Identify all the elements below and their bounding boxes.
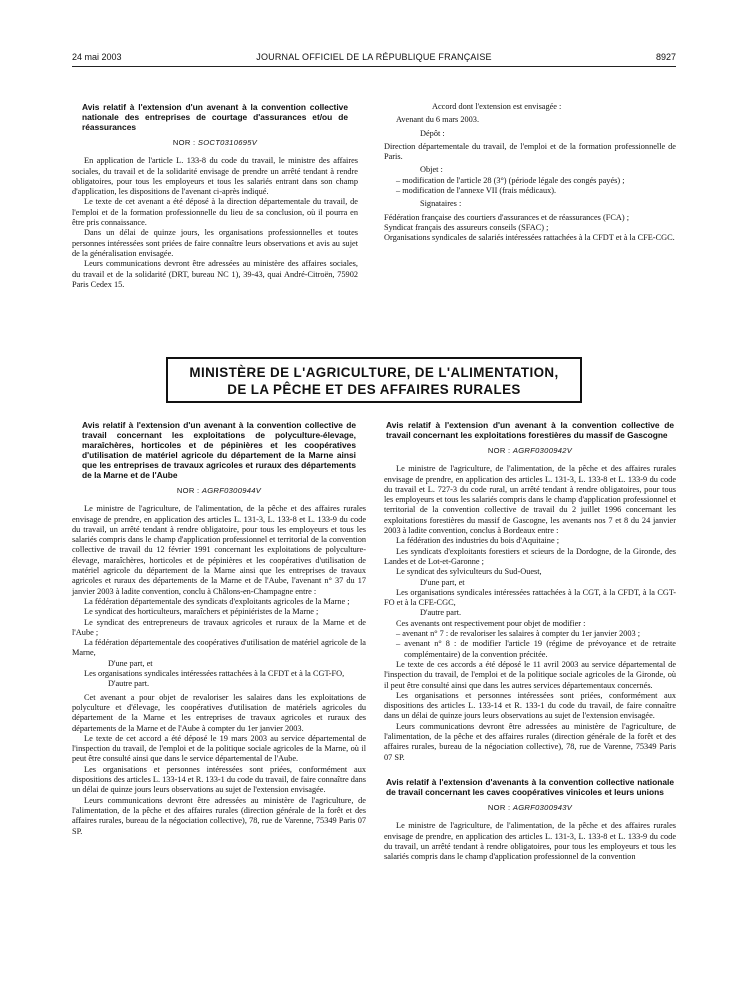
signataire-item: Syndicat français des assureurs conseils (SFAC) ; xyxy=(384,222,549,232)
nor-reference xyxy=(72,138,358,148)
header-page-number: 8927 xyxy=(655,52,676,62)
paragraph: Le texte de cet avenant a été déposé à la direction départementale du travail, de l'emploi et de la formation professionnelle du lieu de sa conclusion, où il pourra en être pris connaissance. xyxy=(72,197,358,228)
article-title: Avis relatif à l'extension d'avenants à la convention collective nationale de travail concernant les caves coopératives vinicoles et leurs unions xyxy=(386,776,674,797)
bottom-right-column xyxy=(384,420,676,862)
paragraph: Les organisations et personnes intéressées sont priées, conformément aux dispositions des articles L. 133-14 et R. 133-1 du code du travail, de faire connaître dans un délai de quinze jours leurs observations au sujet de l'extension envisagée. xyxy=(384,690,676,721)
nor-code: AGRF0300943V xyxy=(512,802,573,812)
party: La fédération des industries du bois d'Aquitaine ; xyxy=(396,536,560,546)
top-right-column xyxy=(384,102,676,244)
header-date: 24 mai 2003 xyxy=(72,52,122,62)
article-title: Avis relatif à l'extension d'un avenant à la convention collective de travail concernant les exploitations forestières du massif de Gascogne xyxy=(386,420,674,440)
paragraph: Le texte de cet accord a été déposé le 19 mars 2003 au service départemental de l'inspection du travail, de l'emploi et de la politique sociale agricoles de la Marne, où il peut être consulté ainsi que dans le service départemental de l'Aube. xyxy=(72,733,366,764)
article-title: Avis relatif à l'extension d'un avenant à la convention collective de travail concernant les exploitations de polyculture-élevage, maraîchères, horticoles et de pépinières et les coopératives d'utilisation de matériel agricole du département de la Marne ainsi que les entreprises de travaux agricoles et ruraux des départements de la Marne et de l'Aube xyxy=(82,420,356,480)
objet-line: Ces avenants ont respectivement pour objet de modifier : xyxy=(396,618,586,628)
nor-label: NOR : xyxy=(176,486,202,495)
party: Les organisations syndicales intéressées rattachées à la CGT, à la CFDT, à la CGT-FO et à la CFE-CGC, xyxy=(384,587,676,608)
paragraph: Leurs communications devront être adressées au ministère de l'agriculture, de l'alimentation, de la pêche et des affaires rurales (direction générale de la forêt et des affaires rurales, bureau de la négociation collective), 78, rue de Varenne, 75349 Paris 07 SP. xyxy=(72,795,366,836)
party: Le syndicat des horticulteurs, maraîchers et pépiniéristes de la Marne ; xyxy=(84,607,319,617)
paragraph: Le ministre de l'agriculture, de l'alimentation, de la pêche et des affaires rurales envisage de prendre, en application des articles L. 131-3, L. 133-8 et L. 133-9 du code du travail et L. 727-3 du code rural, un arrêté tendant à rendre obligatoires, pour tous les employeurs et tous les salariés compris dans le champ d'application professionnel et territorial de la convention collective de travail du 2 juillet 1996 concernant les exploitations forestières du massif de Gascogne, les avenants nos 7 et 8 du 24 janvier 2003 à ladite convention, conclus à Bordeaux entre : xyxy=(384,464,676,536)
bottom-left-column xyxy=(72,420,366,837)
depot-label: Dépôt : xyxy=(420,128,445,138)
avenant-item: – avenant n° 7 : de revaloriser les salaires à compter du 1er janvier 2003 ; xyxy=(396,629,641,639)
paragraph: Le ministre de l'agriculture, de l'alimentation, de la pêche et des affaires rurales envisage de prendre, en application des articles L. 131-3, L. 133-8 et L. 133-9 du code du travail, un arrêté tendant à rendre obligatoires, pour tous les employeurs et tous les salariés compris dans le champ d'application professionnel de la convention xyxy=(384,821,676,862)
dune-line: D'une part, et xyxy=(420,577,465,587)
nor-reference xyxy=(384,803,676,813)
nor-code: SOCT0310695V xyxy=(197,138,258,147)
objet-item: – modification de l'article 28 (3°) (période légale des congés payés) ; xyxy=(396,175,625,185)
signataire-item: Organisations syndicales de salariés intéressées rattachées à la CFDT et à la CFE-CGC. xyxy=(384,233,675,243)
objet-item: – modification de l'annexe VII (frais médicaux). xyxy=(396,186,557,196)
dautre-line: D'autre part. xyxy=(420,608,462,618)
ministry-line: MINISTÈRE DE L'AGRICULTURE, DE L'ALIMENTATION, xyxy=(189,365,559,380)
avenant-line: Avenant du 6 mars 2003. xyxy=(396,115,480,125)
party: Le syndicat des sylviculteurs du Sud-Ouest, xyxy=(396,567,542,577)
avenant-item: – avenant n° 8 : de modifier l'article 19 (régime de prévoyance et de retraite complémentaire) de la convention précitée. xyxy=(396,639,676,659)
ministry-line: DE LA PÊCHE ET DES AFFAIRES RURALES xyxy=(227,382,521,397)
nor-label: NOR : xyxy=(487,802,513,812)
paragraph: Les organisations et personnes intéressées sont priées, conformément aux dispositions des articles L. 133-14 et R. 133-1 du code du travail, de faire connaître dans un délai de quinze jours leurs observations au sujet de l'extension envisagée. xyxy=(72,764,367,795)
nor-code: AGRF0300942V xyxy=(512,446,573,455)
party: Les organisations syndicales intéressées rattachées à la CFDT et à la CGT-FO, xyxy=(84,669,345,679)
paragraph: En application de l'article L. 133-8 du code du travail, le ministre des affaires sociales, du travail et de la solidarité envisage de prendre un arrêté tendant à rendre obligatoires, pour tous les employeurs et tous les salariés entrant dans son champ d'application, les dispositions de l'avenant ci-après indiqué. xyxy=(72,156,358,197)
accord-line: Accord dont l'extension est envisagée : xyxy=(432,102,562,111)
paragraph: Le texte de ces accords a été déposé le 11 avril 2003 au service départemental de l'inspection du travail, de l'emploi et de la politique sociale agricoles de la Gironde, où il peut être consulté ainsi que dans les autres services départementaux concernés. xyxy=(384,659,676,690)
header-journal-title: JOURNAL OFFICIEL DE LA RÉPUBLIQUE FRANÇAISE xyxy=(256,52,492,62)
dune-line: D'une part, et xyxy=(108,658,153,668)
header-rule xyxy=(72,66,676,67)
depot-text: Direction départementale du travail, de l'emploi et de la formation professionnelle de Paris. xyxy=(384,141,676,162)
objet-label: Objet : xyxy=(420,165,443,175)
paragraph: Le ministre de l'agriculture, de l'alimentation, de la pêche et des affaires rurales envisage de prendre, en application des articles L. 131-3, L. 133-8 et L. 133-9 du code du travail, un arrêté tendant à rendre obligatoire, pour tous les employeurs et tous les salariés compris dans le champ d'application professionnel et territorial de la convention collective de travail du 12 février 1991 concernant les exploitations de polyculture-élevage, maraîchères, horticoles et de pépinières et les coopératives d'utilisation de matériel agricole du département de la Marne ainsi que les entreprises de travaux agricoles et ruraux des départements de la Marne et de l'Aube, l'avenant n° 37 du 17 janvier 2003 à ladite convention, conclu à Châlons-en-Champagne entre : xyxy=(72,504,366,596)
paragraph: Leurs communications devront être adressées au ministère de l'agriculture, de l'alimentation, de la pêche et des affaires rurales (direction générale de la forêt et des affaires rurales, bureau de la négociation collective), 78, rue de Varenne, 75349 Paris 07 SP. xyxy=(384,721,676,762)
signataires-label: Signataires : xyxy=(420,199,462,209)
dautre-line: D'autre part. xyxy=(108,679,150,689)
article-title: Avis relatif à l'extension d'un avenant à la convention collective nationale des entreprises de courtage d'assurances et/ou de réassurances xyxy=(82,102,348,132)
page-header xyxy=(0,52,748,64)
party: La fédération départementale des syndicats d'exploitants agricoles de la Marne ; xyxy=(84,596,350,606)
paragraph: Cet avenant a pour objet de revaloriser les salaires dans les exploitations de polyculture et d'élevage, les coopératives d'utilisation de matériels agricoles du département de la Marne et les entreprises de travaux agricoles et ruraux des départements de la Marne et de l'Aube à compter du 1er janvier 2003. xyxy=(72,692,366,733)
nor-label: NOR : xyxy=(487,446,513,455)
party: La fédération départementale des coopératives d'utilisation de matériel agricole de la Marne, xyxy=(72,638,366,658)
party: Le syndicat des entrepreneurs de travaux agricoles et ruraux de la Marne et de l'Aube ; xyxy=(72,617,366,637)
nor-reference xyxy=(384,446,676,456)
paragraph: Dans un délai de quinze jours, les organisations professionnelles et toutes personnes intéressées sont priées de faire connaître leurs observations et avis au sujet de la généralisation envisagée. xyxy=(72,228,358,258)
signataire-item: Fédération française des courtiers d'assurances et de réassurances (FCA) ; xyxy=(384,212,630,222)
paragraph: Leurs communications devront être adressées au ministère des affaires sociales, du travail et de la solidarité (DRT, bureau NC 1), 39-43, quai André-Citroën, 75902 Paris Cedex 15. xyxy=(72,259,358,289)
top-left-column xyxy=(72,102,358,290)
nor-code: AGRF0300944V xyxy=(201,486,262,495)
nor-reference xyxy=(72,486,366,496)
party: Les syndicats d'exploitants forestiers et scieurs de la Dordogne, de la Gironde, des Landes et de Lot-et-Garonne ; xyxy=(384,546,676,566)
nor-label: NOR : xyxy=(172,138,198,147)
ministry-banner xyxy=(166,357,582,403)
